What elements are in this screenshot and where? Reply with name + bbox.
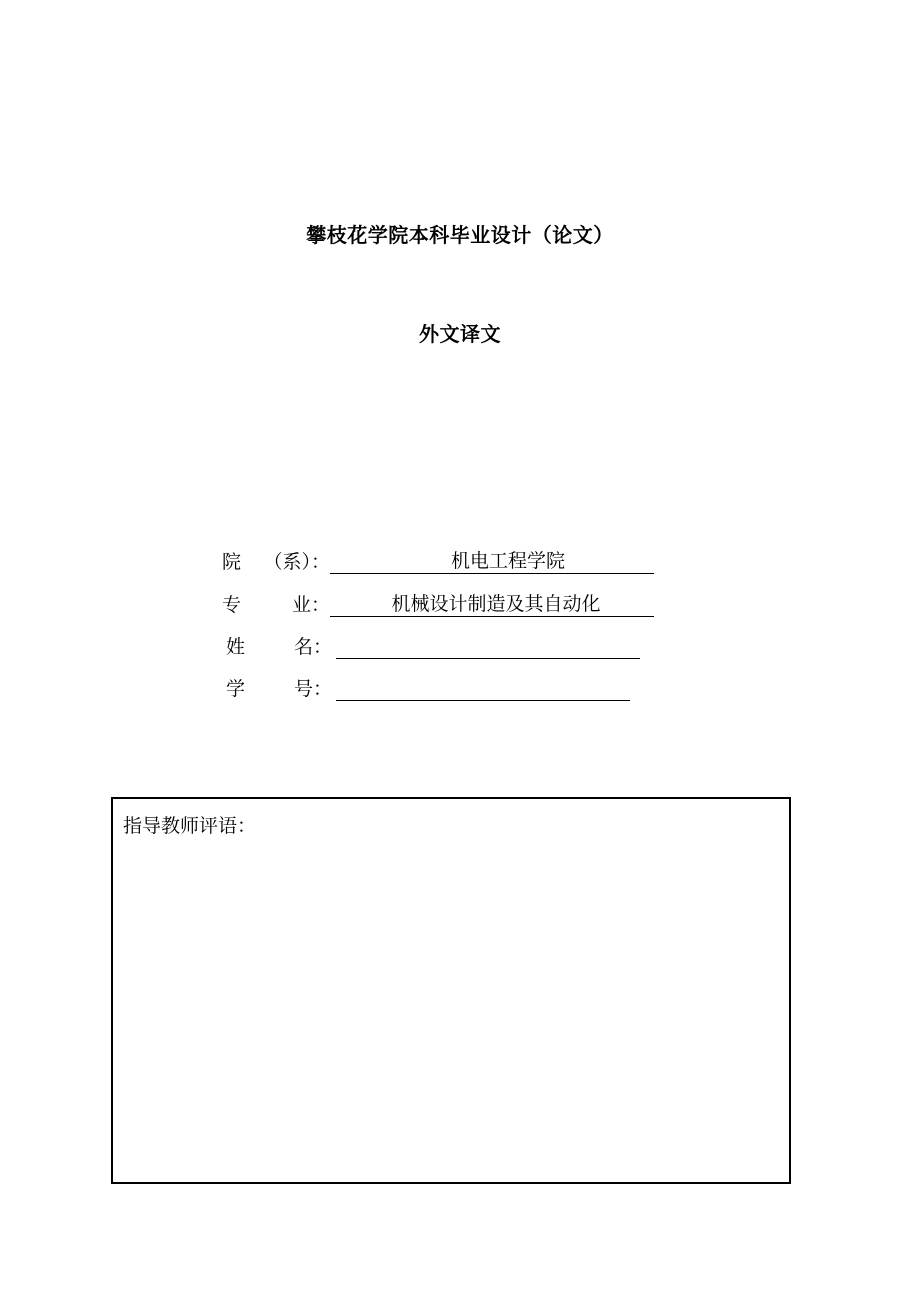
advisor-comment-label: 指导教师评语： — [123, 815, 257, 837]
field-row-major — [222, 589, 654, 617]
name-field[interactable] — [336, 634, 640, 659]
section-title: 外文译文 — [419, 322, 501, 346]
field-label-right: 号： — [293, 678, 332, 700]
field-label-left: 专 — [222, 594, 242, 616]
field-label — [222, 632, 332, 659]
major-value: 机械设计制造及其自动化 — [391, 593, 601, 615]
field-label-right: 业： — [291, 594, 330, 616]
field-row-name — [222, 631, 640, 659]
field-label-left: 姓 — [226, 636, 246, 658]
field-row-student-id — [222, 673, 630, 701]
advisor-comment-box[interactable] — [111, 797, 791, 1184]
department-value: 机电工程学院 — [450, 550, 565, 572]
field-label — [222, 590, 330, 617]
university-title: 攀枝花学院本科毕业设计（论文） — [306, 223, 614, 247]
field-label — [222, 674, 332, 701]
field-row-department — [222, 546, 654, 574]
student-id-field[interactable] — [336, 676, 630, 701]
field-label-left: 学 — [226, 678, 246, 700]
field-label — [222, 547, 330, 574]
field-label-left: 院 — [222, 551, 242, 573]
department-field[interactable] — [330, 549, 654, 574]
field-label-right: 名： — [293, 636, 332, 658]
field-label-right: （系）： — [263, 551, 330, 573]
major-field[interactable] — [330, 592, 654, 617]
